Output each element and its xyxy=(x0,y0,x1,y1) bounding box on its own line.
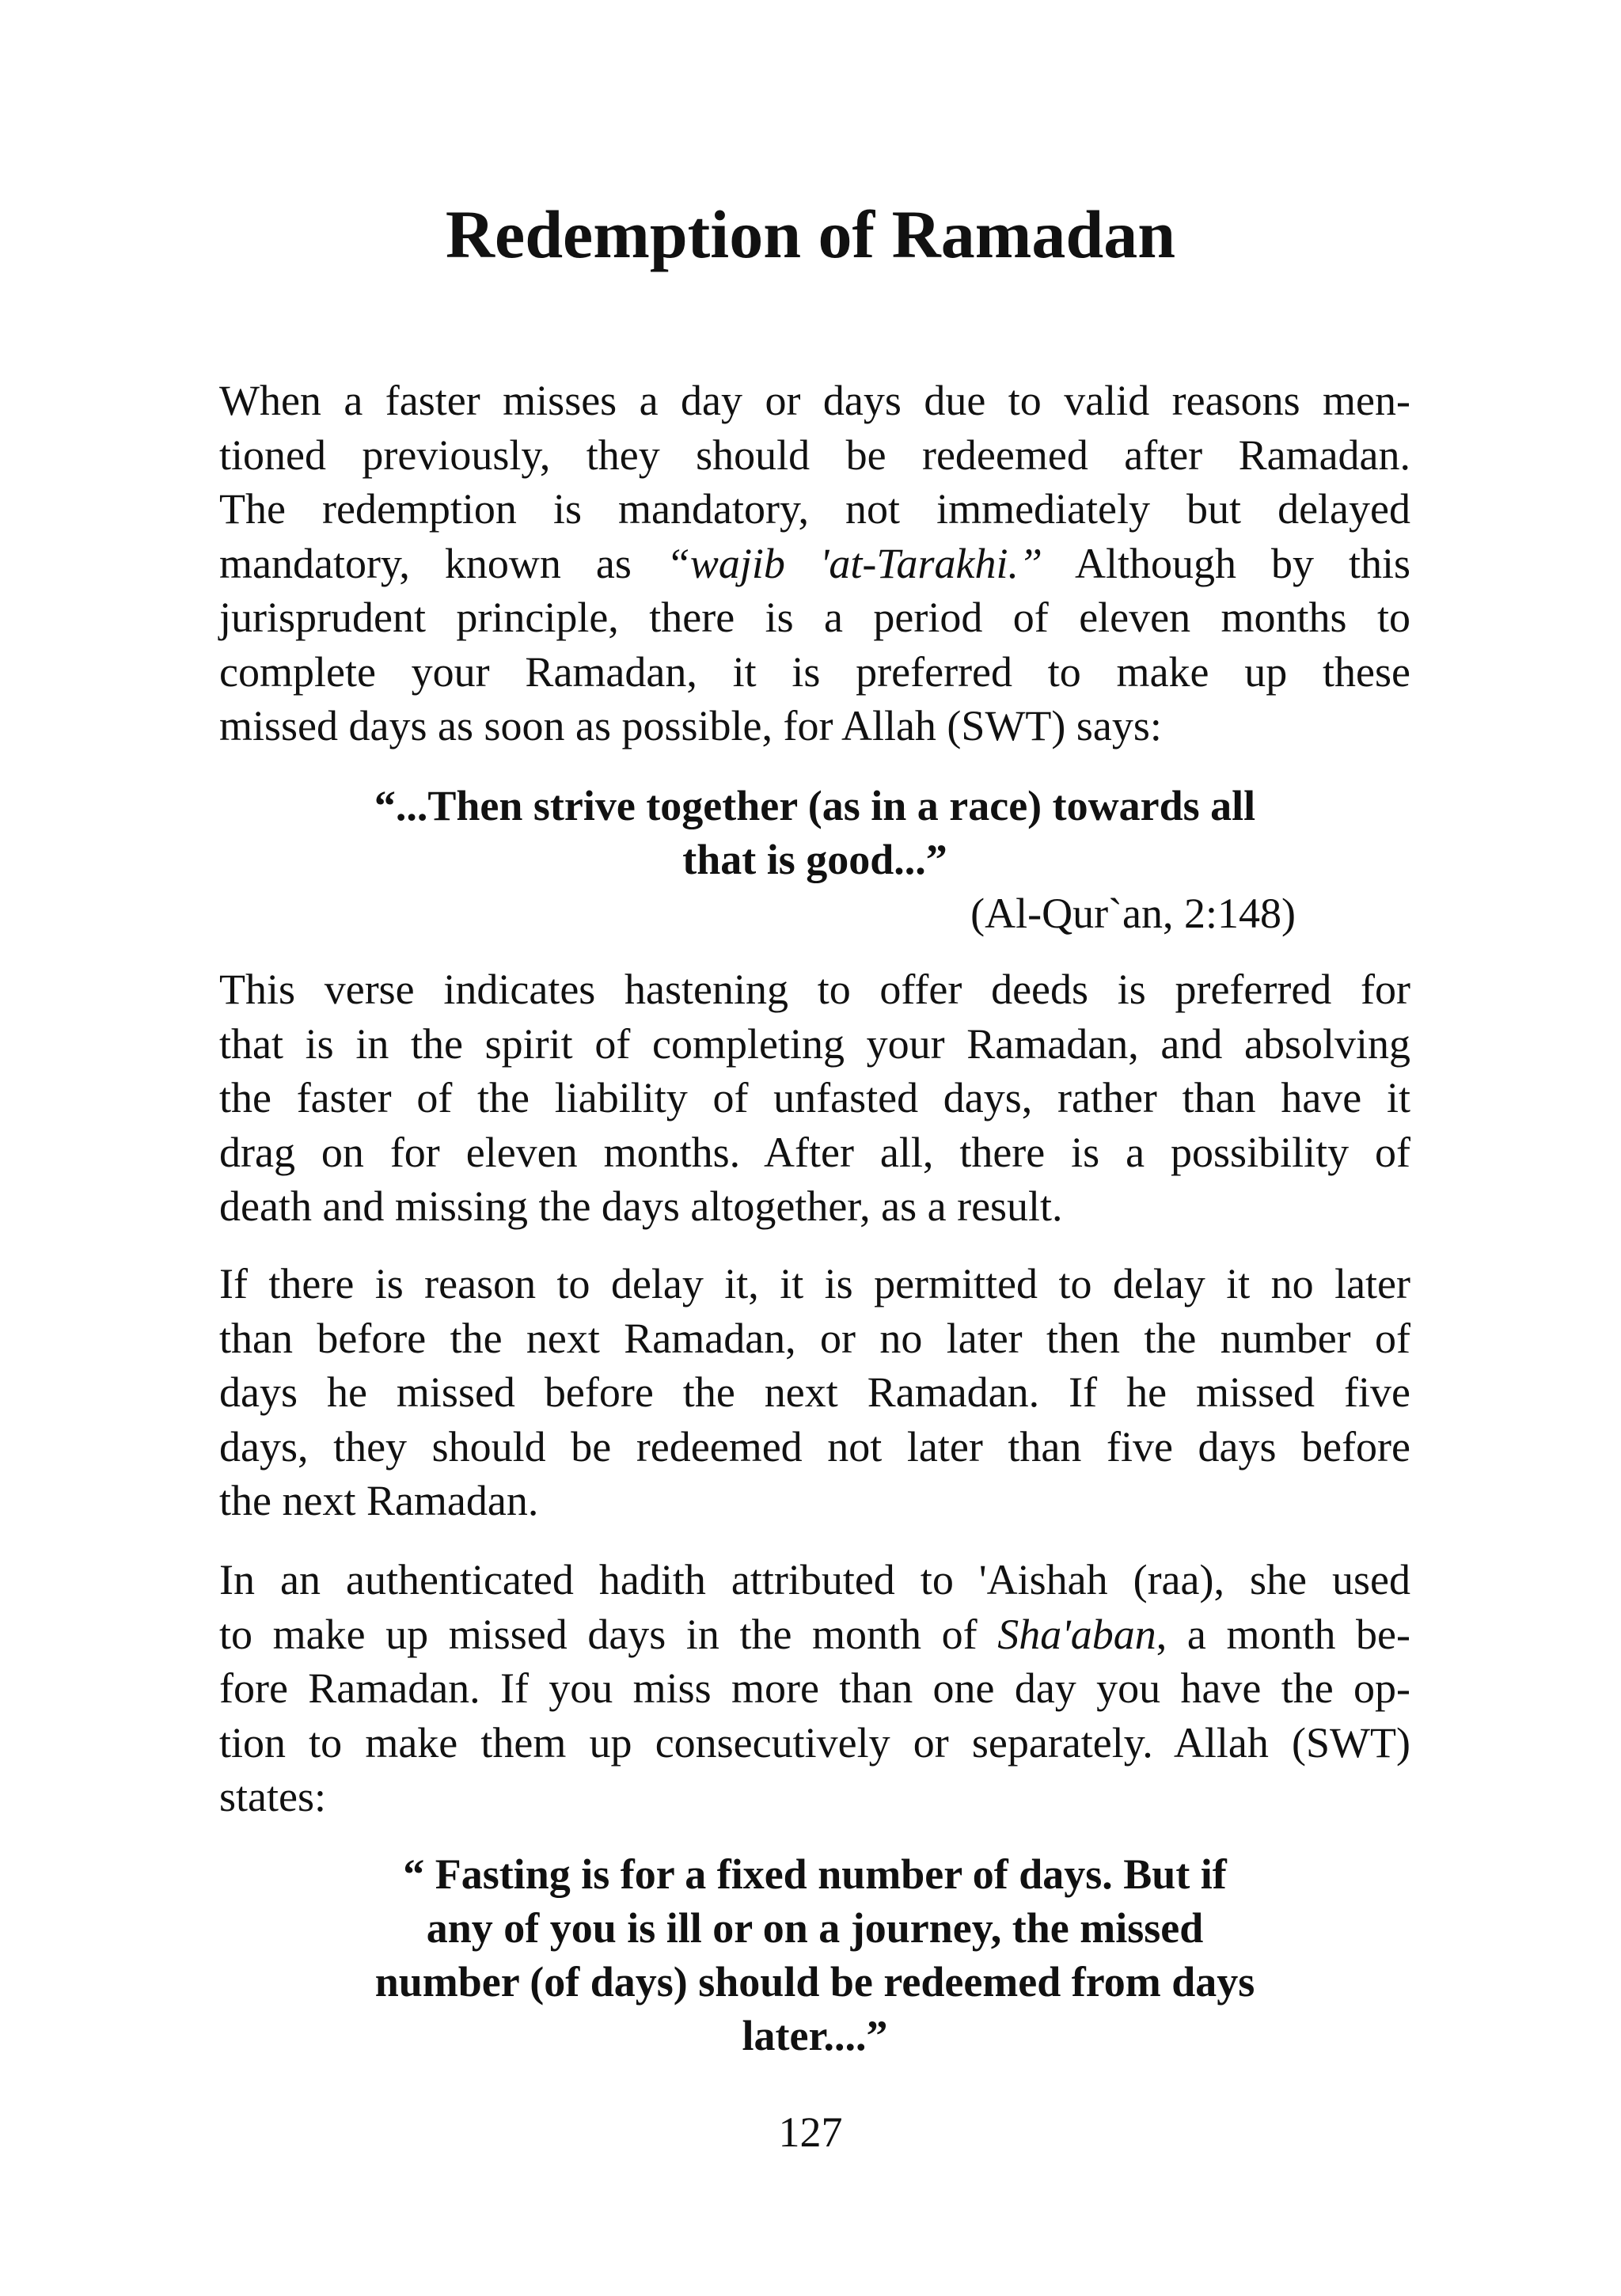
paragraph-1-line: When a faster misses a day or days due to valid reasons men- xyxy=(219,377,1410,424)
paragraph-2-line: death and missing the days altogether, as a result. xyxy=(219,1182,1063,1230)
quote-line: “ Fasting is for a fixed number of days. But if xyxy=(403,1850,1227,1898)
paragraph-2-line: the faster of the liability of unfasted days, rather than have it xyxy=(219,1074,1410,1121)
quran-quote-1 xyxy=(219,779,1410,886)
paragraph-3-line: If there is reason to delay it, it is permitted to delay it no later xyxy=(219,1260,1410,1307)
paragraph-1 xyxy=(219,374,1410,753)
paragraph-3-line: days he missed before the next Ramadan. If he missed five xyxy=(219,1368,1410,1416)
paragraph-2-line: This verse indicates hastening to offer deeds is preferred for xyxy=(219,966,1410,1013)
paragraph-1-line: The redemption is mandatory, not immediately but delayed xyxy=(219,485,1410,533)
paragraph-1-line: complete your Ramadan, it is preferred to make up these xyxy=(219,647,1410,696)
paragraph-4 xyxy=(219,1553,1410,1824)
quote-line: “...Then strive together (as in a race) towards all xyxy=(374,782,1256,829)
paragraph-2-line: that is in the spirit of completing your Ramadan, and absolving xyxy=(219,1019,1410,1068)
paragraph-2-line: drag on for eleven months. After all, there is a possibility of xyxy=(219,1128,1410,1176)
paragraph-1-text: Although by this xyxy=(1042,539,1410,587)
page-title: Redemption of Ramadan xyxy=(445,196,1176,272)
paragraph-3 xyxy=(219,1257,1410,1528)
paragraph-1-text: mandatory, known as xyxy=(219,539,666,587)
paragraph-4-line: fore Ramadan. If you miss more than one day you have the op- xyxy=(219,1664,1410,1712)
quran-quote-2 xyxy=(219,1847,1410,2063)
paragraph-4-text: , a month be- xyxy=(1156,1610,1410,1658)
quote-line: that is good...” xyxy=(682,836,947,883)
paragraph-2 xyxy=(219,962,1410,1234)
page-number: 127 xyxy=(778,2108,843,2156)
paragraph-3-line: than before the next Ramadan, or no later then the number of xyxy=(219,1314,1410,1362)
paragraph-4-line: tion to make them up consecutively or separately. Allah (SWT) xyxy=(219,1718,1410,1767)
quote-citation: (Al-Qur`an, 2:148) xyxy=(970,890,1296,937)
quote-line: later....” xyxy=(742,2012,888,2059)
paragraph-4-line: In an authenticated hadith attributed to 'Aishah (raa), she used xyxy=(219,1556,1410,1603)
paragraph-3-line: days, they should be redeemed not later than five days before xyxy=(219,1422,1410,1471)
italic-term: “wajib 'at-Tarakhi.” xyxy=(666,539,1043,587)
paragraph-1-line: jurisprudent principle, there is a period of eleven months to xyxy=(219,594,1410,641)
paragraph-1-line-mixed xyxy=(219,537,1410,591)
italic-term: Sha'aban xyxy=(997,1610,1156,1658)
paragraph-4-line-mixed xyxy=(219,1607,1410,1662)
paragraph-4-text: to make up missed days in the month of xyxy=(219,1610,998,1658)
quote-line: number (of days) should be redeemed from days xyxy=(374,1958,1255,2006)
paragraph-1-line: tioned previously, they should be redeemed after Ramadan. xyxy=(219,431,1410,479)
paragraph-3-line: the next Ramadan. xyxy=(219,1477,539,1524)
quote-line: any of you is ill or on a journey, the missed xyxy=(426,1904,1204,1952)
paragraph-1-line: missed days as soon as possible, for Allah (SWT) says: xyxy=(219,702,1162,750)
paragraph-4-line: states: xyxy=(219,1773,326,1820)
